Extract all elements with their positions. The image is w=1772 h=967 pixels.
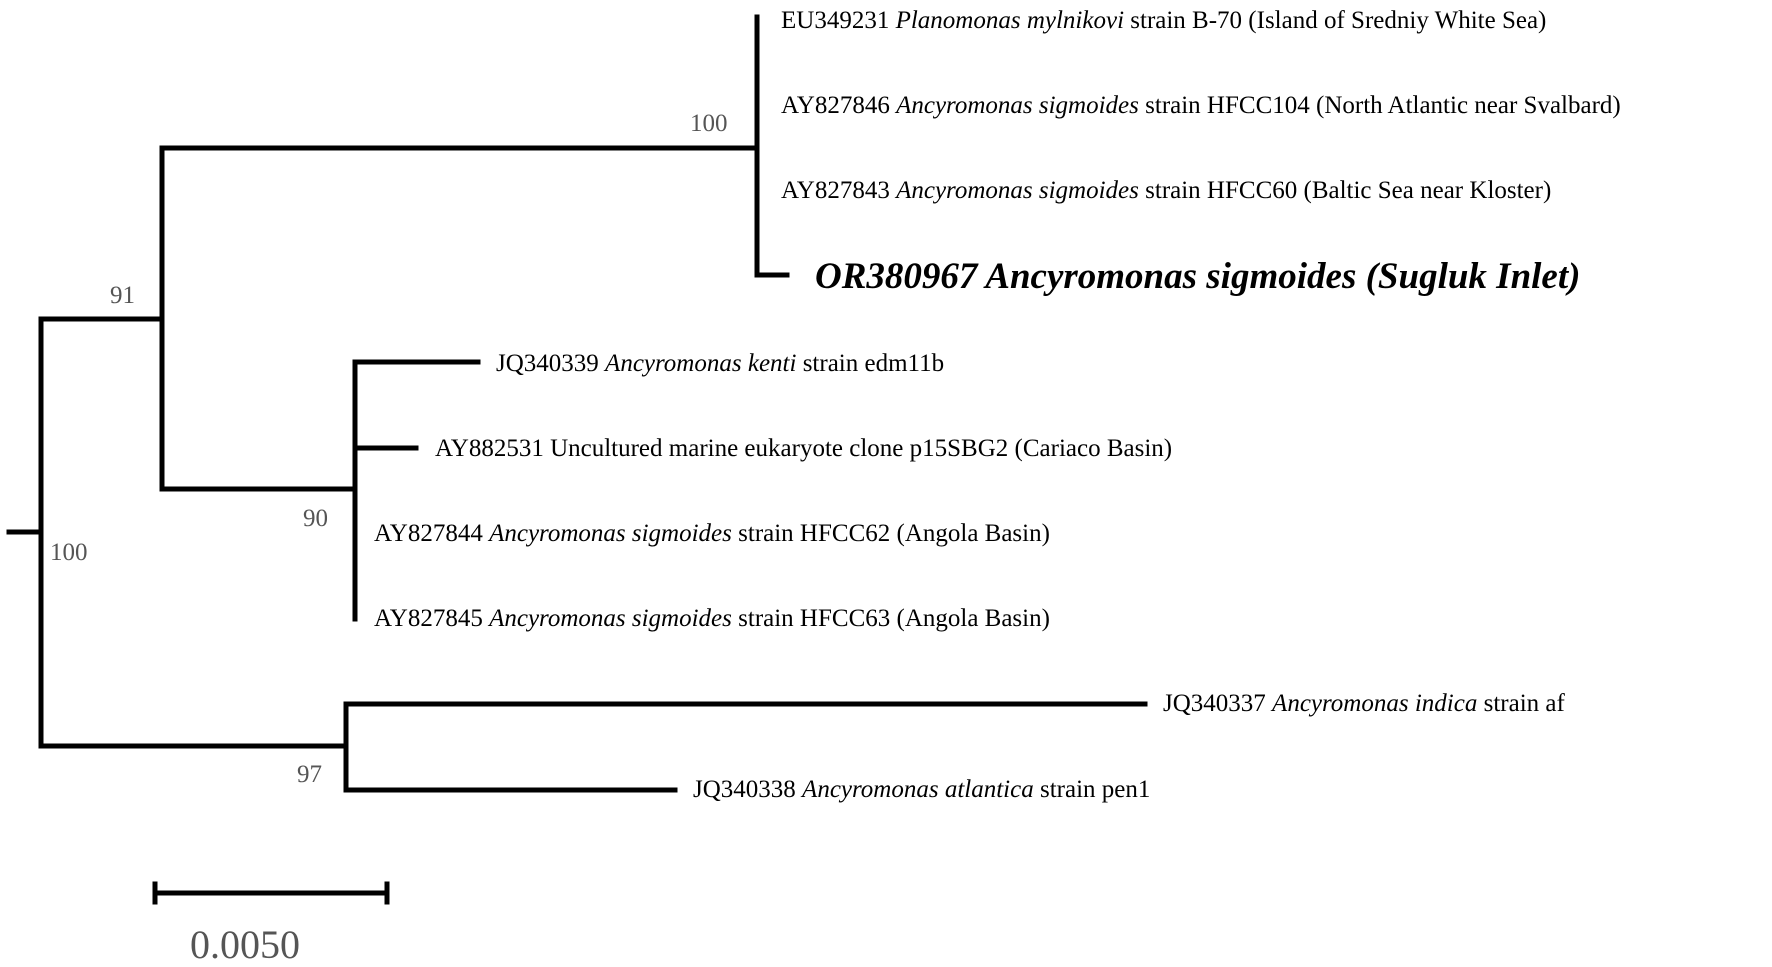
scale-bar-label: 0.0050	[190, 922, 300, 967]
leaf-accession: AY827843	[781, 177, 890, 204]
leaf-label	[781, 177, 1551, 204]
bootstrap-root: 100	[50, 539, 88, 566]
leaf-details: strain pen1	[1039, 776, 1151, 803]
leaf-accession: EU349231	[781, 7, 890, 34]
leaf-accession: JQ340339	[496, 350, 599, 377]
bootstrap-sigmoides-clade: 100	[690, 110, 728, 137]
leaf-species: Ancyromonas sigmoides	[489, 605, 732, 632]
leaf-accession: JQ340338	[693, 776, 796, 803]
leaf-label	[496, 350, 944, 377]
bootstrap-kenti-clade: 90	[303, 505, 328, 532]
leaf-details: strain af	[1483, 690, 1565, 717]
leaf-label: AY882531 Uncultured marine eukaryote clone p15SBG2 (Cariaco Basin)	[435, 435, 1173, 462]
leaf-label-highlighted: OR380967 Ancyromonas sigmoides (Sugluk Inlet)	[815, 256, 1581, 297]
leaf-details: strain HFCC104 (North Atlantic near Svalbard)	[1145, 92, 1621, 119]
leaf-details: strain HFCC63 (Angola Basin)	[738, 605, 1050, 632]
leaf-species: Ancyromonas indica	[1272, 690, 1478, 717]
leaf-accession: JQ340337	[1163, 690, 1266, 717]
leaf-species: Ancyromonas sigmoides	[896, 92, 1139, 119]
bootstrap-upper-clade: 91	[110, 282, 135, 309]
leaf-details: strain HFCC60 (Baltic Sea near Kloster)	[1145, 177, 1552, 204]
leaf-species: Ancyromonas sigmoides	[896, 177, 1139, 204]
leaf-species: Ancyromonas atlantica	[802, 776, 1034, 803]
leaf-label	[1163, 690, 1565, 717]
bootstrap-indica-clade: 97	[297, 761, 322, 788]
leaf-species: Ancyromonas kenti	[605, 350, 797, 377]
leaf-accession: AY827846	[781, 92, 890, 119]
leaf-details: strain B-70 (Island of Sredniy White Sea)	[1130, 7, 1547, 34]
leaf-accession: AY827844	[374, 520, 483, 547]
leaf-label	[781, 92, 1621, 119]
scale-bar	[155, 884, 387, 967]
leaf-label	[781, 7, 1546, 34]
leaf-label	[693, 776, 1150, 803]
leaf-label	[374, 605, 1050, 632]
leaf-species: Planomonas mylnikovi	[895, 7, 1125, 34]
leaf-species: Ancyromonas sigmoides	[489, 520, 732, 547]
leaf-details: strain edm11b	[802, 350, 945, 377]
leaf-label	[374, 520, 1050, 547]
leaf-accession: AY827845	[374, 605, 483, 632]
leaf-details: strain HFCC62 (Angola Basin)	[738, 520, 1050, 547]
